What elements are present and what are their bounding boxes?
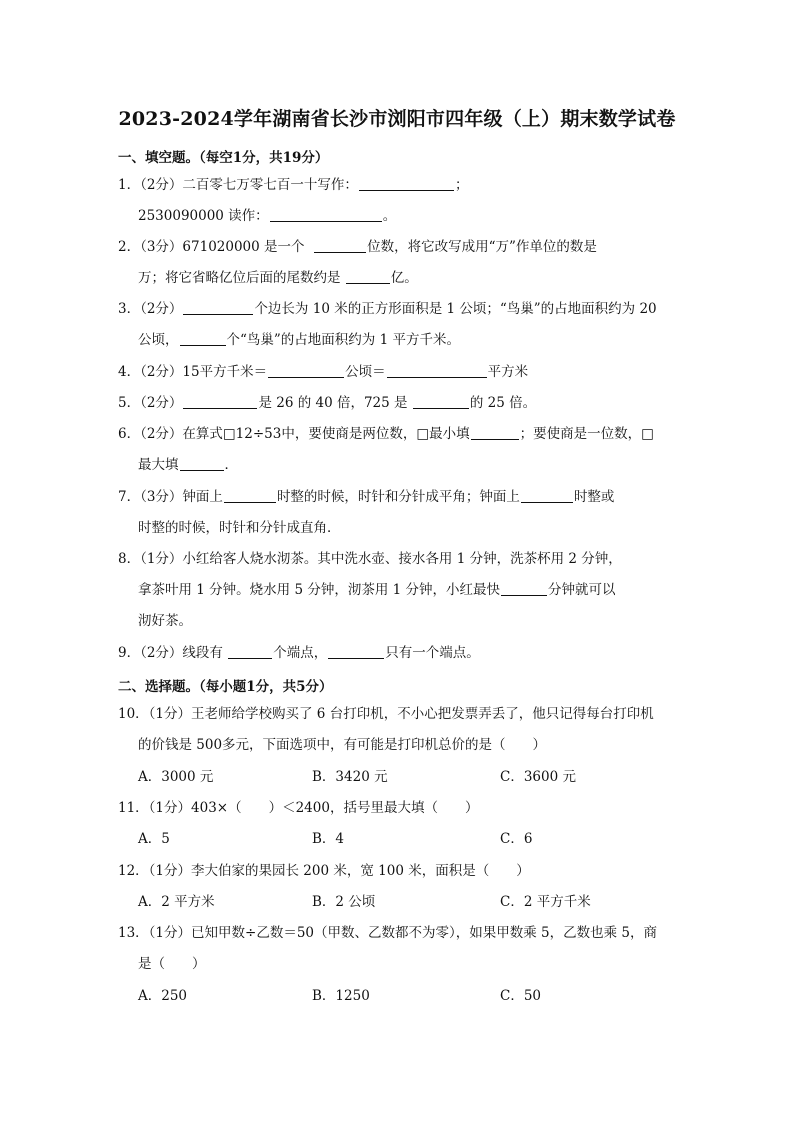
- answer-blank[interactable]: [387, 364, 487, 378]
- section-heading-fill-blank: 一、填空题。（每空1分，共19分）: [118, 150, 329, 166]
- answer-blank[interactable]: [501, 582, 547, 596]
- question-5: 5．（2分） 是 26 的 40 倍，725 是 的 25 倍。: [118, 395, 537, 411]
- option-a[interactable]: A．250: [138, 988, 188, 1004]
- question-7-line-1: 7．（3分）钟面上 时整的时候，时针和分针成平角；钟面上 时整或: [118, 489, 615, 505]
- answer-blank[interactable]: [224, 489, 276, 503]
- answer-blank[interactable]: [346, 270, 390, 284]
- answer-blank[interactable]: [359, 177, 454, 191]
- question-13-line-2: 是（ ）: [138, 956, 206, 972]
- answer-blank[interactable]: [413, 395, 469, 409]
- question-12: 12．（1分）李大伯家的果园长 200 米，宽 100 米，面积是（ ）: [118, 863, 530, 879]
- question-8-line-1: 8．（1分）小红给客人烧水沏茶。其中洗水壶、接水各用 1 分钟，洗茶杯用 2 分钟，: [118, 551, 622, 567]
- question-8-line-3: 沏好茶。: [138, 613, 192, 629]
- question-10-line-1: 10．（1分）王老师给学校购买了 6 台打印机，不小心把发票弄丢了，他只记得每台打印机: [118, 706, 654, 722]
- answer-blank[interactable]: [328, 645, 384, 659]
- answer-blank[interactable]: [268, 364, 344, 378]
- option-a[interactable]: A．2 平方米: [138, 894, 215, 910]
- answer-blank[interactable]: [521, 489, 573, 503]
- page-title: 2023-2024学年湖南省长沙市浏阳市四年级（上）期末数学试卷: [118, 108, 676, 130]
- option-b[interactable]: B．4: [312, 831, 345, 847]
- question-6-line-2: 最大填 ．: [138, 457, 238, 473]
- question-3-line-1: 3．（2分） 个边长为 10 米的正方形面积是 1 公顷；“鸟巢”的占地面积约为 20: [118, 301, 657, 317]
- option-b[interactable]: B．1250: [312, 988, 370, 1004]
- answer-blank[interactable]: [270, 208, 382, 222]
- question-3-line-2: 公顷， 个“鸟巢”的占地面积约为 1 平方千米。: [138, 332, 460, 348]
- option-b[interactable]: B．2 公顷: [312, 894, 376, 910]
- option-a[interactable]: A．5: [138, 831, 170, 847]
- question-2-line-1: 2．（3分）671020000 是一个 位数，将它改写成用“万”作单位的数是: [118, 239, 597, 255]
- option-c[interactable]: C．3600 元: [500, 769, 576, 785]
- question-2-line-2: 万；将它省略亿位后面的尾数约是 亿。: [138, 270, 418, 286]
- answer-blank[interactable]: [183, 395, 257, 409]
- answer-blank[interactable]: [228, 645, 272, 659]
- answer-blank[interactable]: [471, 426, 519, 440]
- answer-blank[interactable]: [180, 457, 224, 471]
- question-10-line-2: 的价钱是 500多元，下面选项中，有可能是打印机总价的是（ ）: [138, 737, 547, 753]
- question-11: 11．（1分）403×（ ）＜2400，括号里最大填（ ）: [118, 800, 479, 816]
- answer-blank[interactable]: [314, 239, 366, 253]
- option-c[interactable]: C．2 平方千米: [500, 894, 591, 910]
- option-c[interactable]: C．50: [500, 988, 542, 1004]
- question-8-line-2: 拿茶叶用 1 分钟。烧水用 5 分钟，沏茶用 1 分钟，小红最快 分钟就可以: [138, 582, 616, 598]
- option-b[interactable]: B．3420 元: [312, 769, 388, 785]
- question-13-line-1: 13．（1分）已知甲数÷乙数＝50（甲数、乙数都不为零），如果甲数乘 5，乙数也乘 5，商: [118, 925, 658, 941]
- section-heading-multiple-choice: 二、选择题。（每小题1分，共5分）: [118, 679, 333, 695]
- question-6-line-1: 6．（2分）在算式□12÷53中，要使商是两位数，□最小填 ；要使商是一位数，□: [118, 426, 654, 442]
- answer-blank[interactable]: [183, 301, 253, 315]
- question-7-line-2: 时整的时候，时针和分针成直角．: [138, 520, 341, 536]
- question-1-line-2: 2530090000 读作： 。: [138, 208, 397, 224]
- option-c[interactable]: C．6: [500, 831, 533, 847]
- question-1-line-1: 1．（2分）二百零七万零七百一十写作： ；: [118, 177, 469, 193]
- option-a[interactable]: A．3000 元: [138, 769, 214, 785]
- answer-blank[interactable]: [180, 332, 226, 346]
- question-4: 4．（2分）15平方千米＝ 公顷＝ 平方米: [118, 364, 529, 380]
- question-9: 9．（2分）线段有 个端点， 只有一个端点。: [118, 645, 480, 661]
